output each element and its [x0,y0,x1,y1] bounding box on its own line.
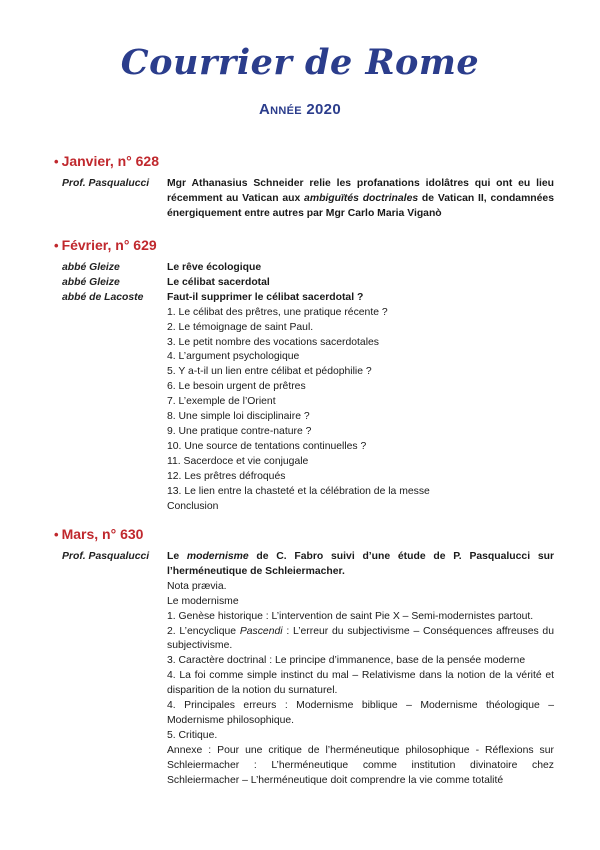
article-title: Mgr Athanasius Schneider relie les profanations idolâtres qui ont eu lieu récemment au Vatican aux ambiguïtés doctrinales de Vatican II, condamnées énergiquement entre autres par Mgr Carlo Maria Viganò [167,178,554,219]
list-item: 6. Le besoin urgent de prêtres [167,381,306,393]
list-item: 2. L’encyclique Pascendi : L’erreur du subjectivisme – Conséquences affreuses du subjectivisme. [167,625,554,652]
list-item: 12. Les prêtres défroqués [167,470,286,482]
masthead-title: Courrier de Rome [120,42,480,83]
list-item: Annexe : Pour une critique de l’herméneutique philosophique - Réflexions sur Schleiermacher : L’herméneutique comme institution divinatoire chez Schleiermacher – L’herméneutique doit comprendre la vie comme totalité [167,744,554,786]
list-item: 4. La foi comme simple instinct du mal – Relativisme dans la notion de la vérité et disparition de la notion du surnaturel. [167,670,554,697]
section-mars [54,524,554,789]
list-item: Nota prævia. [167,580,227,592]
list-item: 10. Une source de tentations continuelles ? [167,440,367,452]
article-title: Le modernisme de C. Fabro suivi d’une étude de P. Pasqualucci sur l’herméneutique de Schleiermacher. [167,551,554,577]
bullet-icon: • [54,238,59,253]
list-item: 3. Le petit nombre des vocations sacerdotales [167,336,379,348]
list-item: 7. L’exemple de l’Orient [167,396,276,408]
list-item: 1. Genèse historique : L’intervention de saint Pie X – Semi-modernistes partout. [167,610,534,622]
list-item: 4. L’argument psychologique [167,351,300,363]
list-item: 2. Le témoignage de saint Paul. [167,321,314,333]
article-author: Prof. Pasqualucci [62,178,150,189]
list-item: 8. Une simple loi disciplinaire ? [167,411,310,423]
list-item: 11. Sacerdoce et vie conjugale [167,455,309,467]
article-row [54,261,554,276]
section-fevrier [54,235,554,514]
list-item: 5. Y a-t-il un lien entre célibat et pédophilie ? [167,366,372,378]
article-row [54,177,554,222]
list-item: 13. Le lien entre la chasteté et la célébration de la messe [167,485,430,497]
list-item: 4. Principales erreurs : Modernisme biblique – Modernisme théologique – Modernisme philosophique. [167,700,554,726]
article-row [54,291,554,306]
article-title: Faut-il supprimer le célibat sacerdotal ? [167,291,364,303]
list-item: Conclusion [167,500,219,512]
article-row [54,550,554,580]
section-title-text: Janvier, n° 628 [61,153,160,169]
list-item: 9. Une pratique contre-nature ? [167,425,312,437]
article-author: Prof. Pasqualucci [62,551,150,562]
article-author: abbé Gleize [62,276,120,288]
bullet-icon: • [54,527,59,542]
article-title: Le rêve écologique [167,262,262,273]
section-title-text: Mars, n° 630 [61,526,144,542]
list-item: 1. Le célibat des prêtres, une pratique récente ? [167,306,388,318]
list-item: 3. Caractère doctrinal : Le principe d’immanence, base de la pensée moderne [167,655,526,667]
list-item: Le modernisme [167,595,239,607]
section-janvier [54,151,554,222]
bullet-icon: • [54,154,59,169]
year-heading: Année 2020 [259,101,341,118]
section-title-text: Février, n° 629 [61,237,157,253]
list-item: 5. Critique. [167,729,218,741]
article-author: abbé Gleize [62,262,120,273]
article-row [54,276,554,291]
section-title [54,235,554,255]
article-title: Le célibat sacerdotal [167,276,270,288]
section-title [54,151,554,171]
article-author: abbé de Lacoste [62,291,144,303]
section-title [54,524,554,544]
